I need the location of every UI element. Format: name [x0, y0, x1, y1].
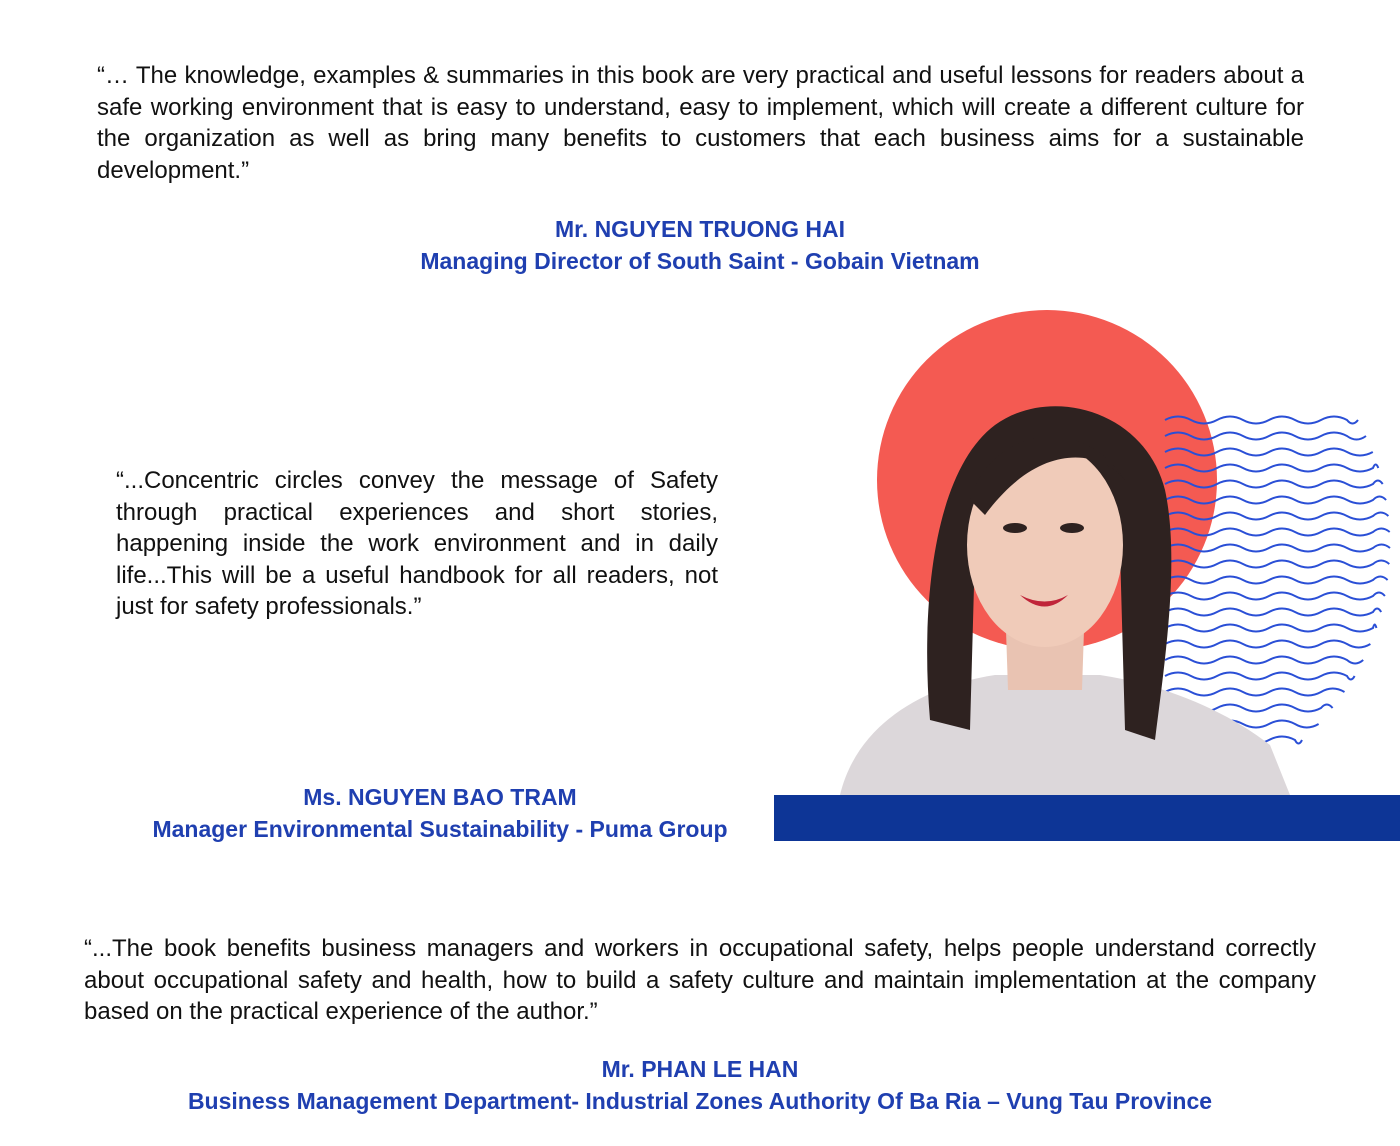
author-title: Business Management Department- Industrial Zones Authority Of Ba Ria – Vung Tau Province	[187, 1088, 1213, 1114]
testimonial-quote-2: “...Concentric circles convey the message of Safety through practical experiences and short stories, happening inside the work environment and in daily life...This will be a useful handbook for all readers, not just for safety professionals.”	[116, 467, 718, 620]
wave-line	[1165, 673, 1355, 680]
testimonial-quote-1: “… The knowledge, examples & summaries in this book are very practical and useful lessons for readers about a safe working environment that is easy to understand, easy to implement, which will create a different culture for the organization as well as bring many benefits to customers that each business aims for a sustainable development.”	[97, 62, 1304, 184]
testimonial-author-3	[0, 1053, 1400, 1117]
portrait-illustration	[770, 300, 1400, 845]
wave-line	[1165, 657, 1363, 664]
wave-line	[1165, 593, 1385, 600]
accent-bar	[774, 795, 1400, 841]
wave-line	[1165, 577, 1388, 584]
testimonial-author-1	[0, 213, 1400, 277]
wave-line	[1165, 641, 1370, 648]
author-title: Manager Environmental Sustainability - Puma Group	[152, 816, 728, 842]
author-name: Ms. NGUYEN BAO TRAM	[303, 784, 577, 810]
author-title: Managing Director of South Saint - Gobain Vietnam	[420, 248, 980, 274]
author-name: Mr. PHAN LE HAN	[601, 1056, 799, 1082]
testimonial-author-2	[100, 781, 780, 845]
author-name: Mr. NGUYEN TRUONG HAI	[554, 216, 846, 242]
testimonial-quote-3: “...The book benefits business managers and workers in occupational safety, helps people understand correctly about occupational safety and health, how to build a safety culture and maintain implementation at the company based on the practical experience of the author.”	[84, 935, 1316, 1025]
wave-line	[1165, 609, 1381, 616]
wave-line	[1165, 689, 1345, 696]
wave-line	[1165, 561, 1389, 568]
wave-line	[1165, 625, 1376, 632]
